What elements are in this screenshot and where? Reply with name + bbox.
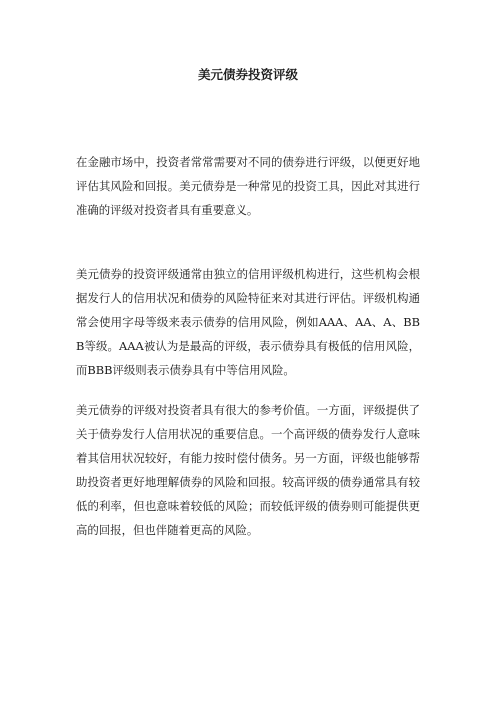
- paragraph-rating-value: 美元债券的评级对投资者具有很大的参考价值。一方面，评级提供了关于债券发行人信用状况的重要信息。一个高评级的债券发行人意味着其信用状况较好，有能力按时偿付债务。另一方面，评级也能够帮助投资者更好地理解债券的风险和回报。较高评级的债券通常具有较低的利率，但也意味着较低的风险；而较低评级的债券则可能提供更高的回报，但也伴随着更高的风险。: [76, 403, 420, 537]
- paragraph-intro: 在金融市场中，投资者常常需要对不同的债券进行评级，以便更好地评估其风险和回报。美元债券是一种常见的投资工具，因此对其进行准确的评级对投资者具有重要意义。: [76, 155, 420, 217]
- paragraph-rating-agencies: 美元债券的投资评级通常由独立的信用评级机构进行，这些机构会根据发行人的信用状况和债券的风险特征来对其进行评估。评级机构通常会使用字母等级来表示债券的信用风险，例如AAA、AA、A、BBB等级。AAA被认为是最高的评级，表示债券具有极低的信用风险，而BBB评级则表示债券具有中等信用风险。: [76, 267, 420, 377]
- document-title: 美元债券投资评级: [197, 67, 298, 82]
